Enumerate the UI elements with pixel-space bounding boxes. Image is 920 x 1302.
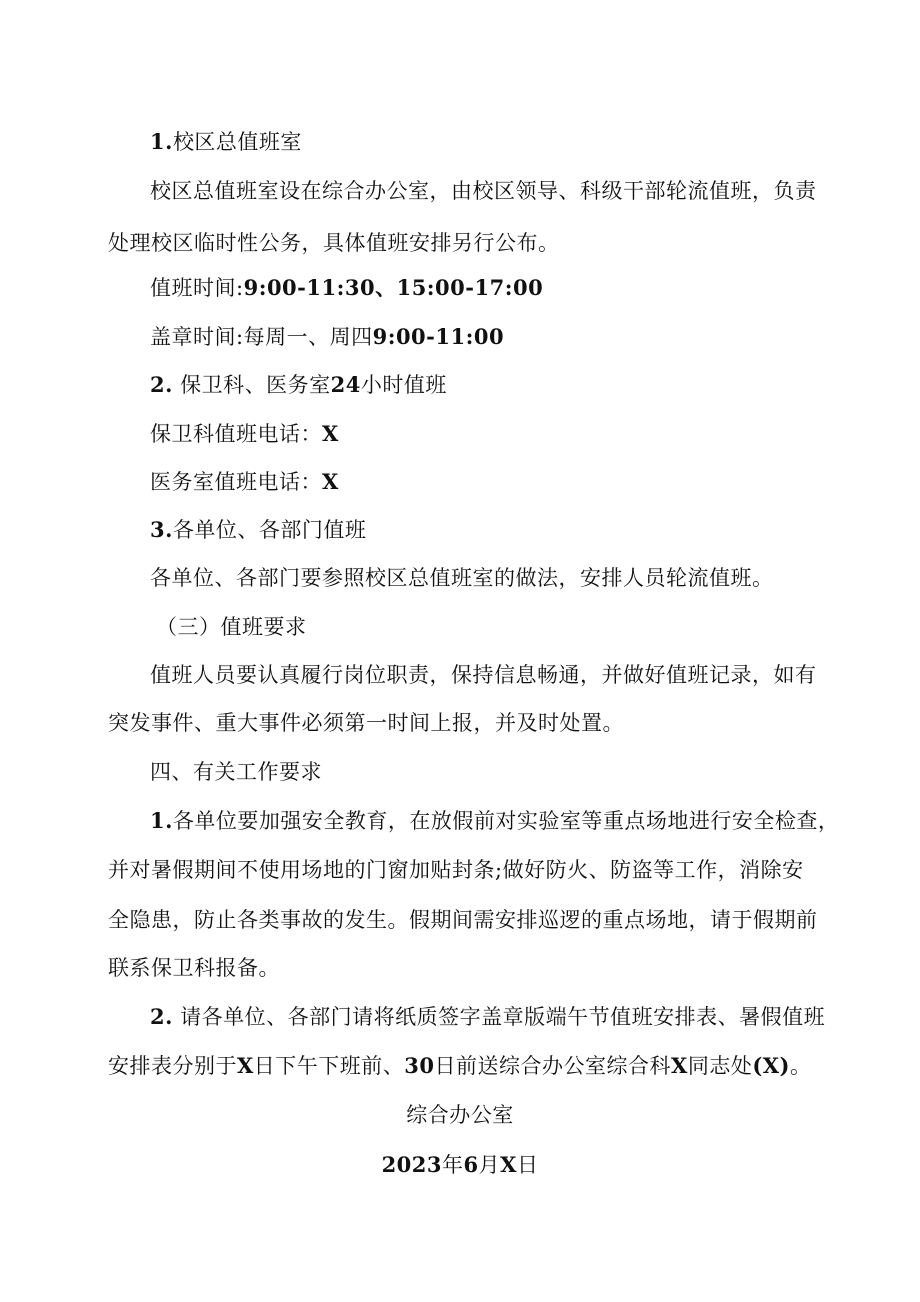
- duty-time-label: 值班时间:: [150, 276, 244, 300]
- paragraph-line: 值班人员要认真履行岗位职责，保持信息畅通，并做好值班记录，如有: [150, 663, 817, 687]
- placeholder-value: X: [237, 1053, 254, 1078]
- item-text: 请各单位、各部门请将纸质签字盖章版端午节值班安排表、暑假值班: [180, 1005, 826, 1029]
- security-phone-line: [150, 419, 339, 449]
- document-date: [0, 1150, 920, 1180]
- duty-time-value: 9:00-11:30、15:00-17:00: [243, 275, 544, 300]
- clinic-phone-line: [150, 467, 339, 497]
- work-item-2-line: [150, 1002, 825, 1032]
- security-phone-value: X: [322, 421, 339, 446]
- paragraph-line: 全隐患，防止各类事故的发生。假期间需安排巡逻的重点场地，请于假期前: [108, 908, 818, 932]
- section-number: 3.: [150, 517, 173, 542]
- day-value: 30: [404, 1053, 435, 1078]
- placeholder-value: X: [671, 1053, 688, 1078]
- section-1-heading: [150, 127, 302, 157]
- paragraph-line: 突发事件、重大事件必须第一时间上报，并及时处置。: [108, 711, 624, 735]
- text-part: 日下午下班前、: [253, 1054, 405, 1078]
- section-title: 校区总值班室: [172, 130, 302, 154]
- paragraph-line: 并对暑假期间不使用场地的门窗加贴封条;做好防火、防盗等工作，消除安: [108, 858, 804, 882]
- work-requirements-heading: 四、有关工作要求: [150, 760, 322, 784]
- section-title-part: 保卫科、医务室: [180, 373, 331, 397]
- date-year: 2023: [381, 1152, 443, 1177]
- paragraph-line: 各单位、各部门要参照校区总值班室的做法，安排人员轮流值班。: [150, 566, 774, 590]
- duty-time-line: [150, 273, 543, 303]
- date-unit: 年: [442, 1153, 464, 1177]
- work-item-2-line-2: [108, 1051, 812, 1081]
- item-number: 2.: [150, 1004, 173, 1029]
- stamp-time-line: [150, 322, 504, 352]
- stamp-time-value: 9:00-11:00: [372, 324, 505, 349]
- text-part: 安排表分别于: [108, 1054, 237, 1078]
- stamp-time-label: 盖章时间:每周一、周四: [150, 325, 373, 349]
- work-item-1-line: [150, 806, 839, 836]
- clinic-phone-label: 医务室值班电话：: [150, 470, 322, 494]
- hours-value: 24: [330, 372, 361, 397]
- section-title: 各单位、各部门值班: [172, 518, 367, 542]
- placeholder-value: (X): [752, 1053, 790, 1078]
- date-unit: 日: [516, 1153, 539, 1177]
- section-3-heading: [150, 515, 366, 545]
- item-text: 各单位要加强安全教育，在放假前对实验室等重点场地进行安全检查，: [172, 809, 840, 833]
- paragraph-line: 联系保卫科报备。: [108, 956, 280, 980]
- item-number: 1.: [150, 808, 173, 833]
- date-day: X: [500, 1152, 517, 1177]
- text-part: 同志处: [687, 1054, 753, 1078]
- requirements-heading: （三）值班要求: [156, 615, 307, 639]
- text-part: 日前送综合办公室综合科: [434, 1054, 672, 1078]
- signature-office: 综合办公室: [406, 1103, 514, 1127]
- paragraph-line: 处理校区临时性公务，具体值班安排另行公布。: [108, 231, 560, 255]
- clinic-phone-value: X: [322, 469, 339, 494]
- text-part: 。: [790, 1054, 812, 1078]
- security-phone-label: 保卫科值班电话：: [150, 422, 322, 446]
- section-2-heading: [150, 370, 447, 400]
- date-unit: 月: [478, 1153, 501, 1177]
- section-number: 1.: [150, 129, 173, 154]
- date-month: 6: [463, 1152, 479, 1177]
- section-title-part: 小时值班: [360, 373, 447, 397]
- section-number: 2.: [150, 372, 173, 397]
- paragraph-line: 校区总值班室设在综合办公室，由校区领导、科级干部轮流值班，负责: [150, 179, 817, 203]
